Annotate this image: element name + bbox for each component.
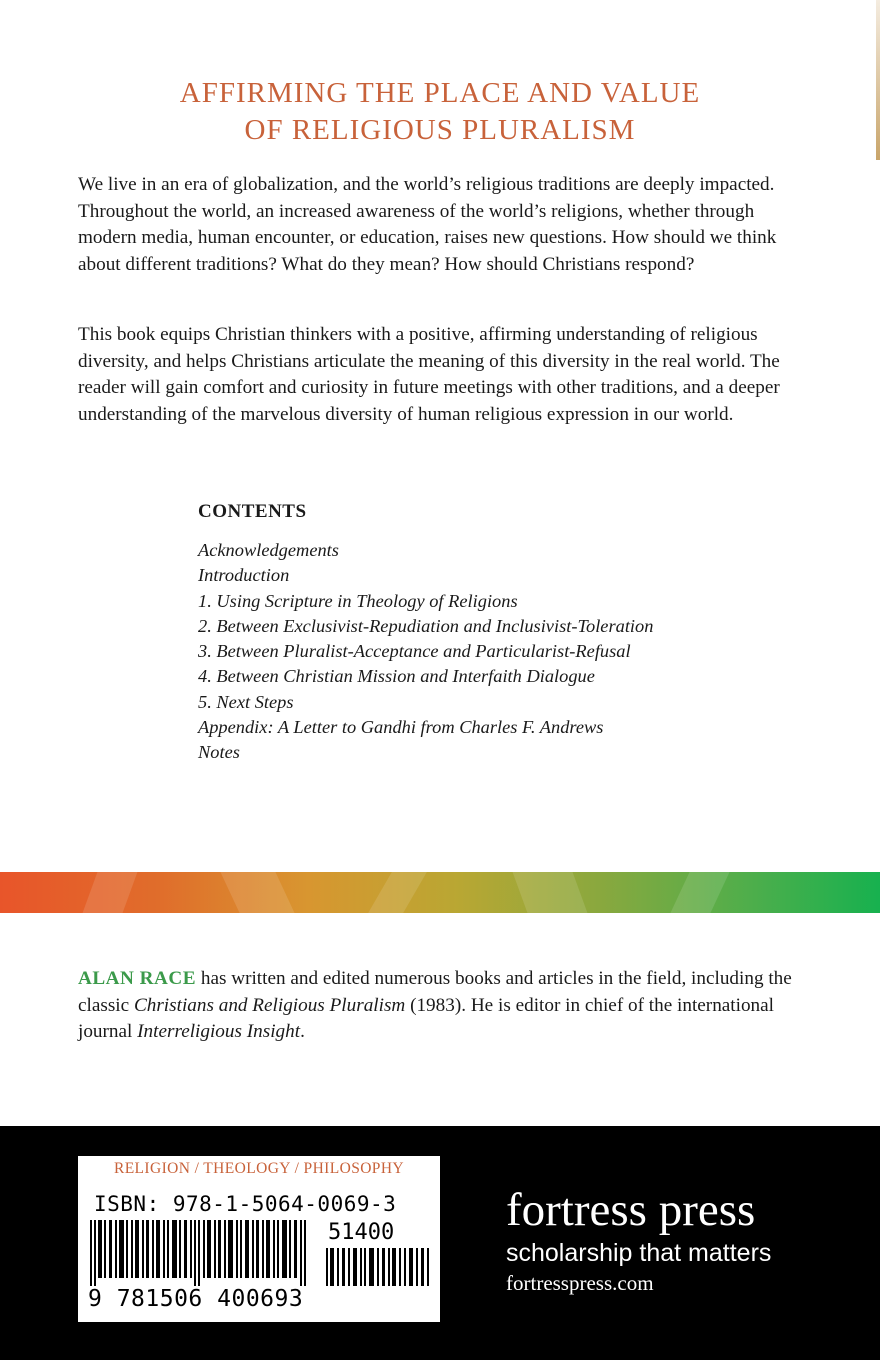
bio-text: . [300,1021,305,1042]
isbn-number: ISBN: 978-1-5064-0069-3 [94,1192,397,1216]
contents-list [198,538,818,766]
publisher-block [506,1184,771,1296]
back-cover-headline [0,75,880,149]
publisher-url: fortresspress.com [506,1271,654,1295]
contents-item: 5. Next Steps [198,691,294,712]
ean-barcode [90,1220,320,1286]
ean-digits: 9 781506 400693 [88,1286,304,1312]
description-paragraph-1: We live in an era of globalization, and the world’s religious traditions are deeply impacted. Throughout the world, an increased awareness of the world’s religions, whether through modern media, human encounter, or education, raises new questions. How should we think about different traditions? What do they mean? How should Christians respond? [78,174,777,275]
headline-line-1: AFFIRMING THE PLACE AND VALUE [179,77,701,109]
publisher-tagline: scholarship that matters [506,1239,772,1267]
contents-item: 3. Between Pluralist-Acceptance and Particularist-Refusal [198,641,631,662]
description-paragraph-2: This book equips Christian thinkers with a positive, affirming understanding of religious diversity, and helps Christians articulate the meaning of this diversity in the real world. The reader will gain comfort and curiosity in future meetings with other traditions, and a deeper understanding of the marvelous diversity of human religious expression in our world. [78,324,780,425]
contents-item: Introduction [198,565,290,586]
bio-text: (1983). He is editor in chief of the international journal [78,994,774,1042]
contents-item: 2. Between Exclusivist-Repudiation and Inclusivist-Toleration [198,615,654,636]
publisher-footer [0,1126,880,1360]
bio-text: has written and edited numerous books and articles in the field, including the classic [78,968,792,1016]
publisher-name: fortress press [506,1184,756,1236]
headline-line-2: OF RELIGIOUS PLURALISM [244,114,636,146]
color-stripe-banner [0,872,880,913]
barcode-panel [78,1156,440,1322]
contents-item: Acknowledgements [198,540,339,560]
book-title: Christians and Religious Pluralism [133,994,406,1016]
price-code: 51400 [328,1220,395,1245]
contents-item: 1. Using Scripture in Theology of Religions [198,590,518,611]
contents-item: Notes [198,742,240,763]
journal-title: Interreligious Insight [137,1021,301,1042]
category-label: RELIGION / THEOLOGY / PHILOSOPHY [113,1160,405,1177]
contents-item: Appendix: A Letter to Gandhi from Charles F. Andrews [198,717,604,738]
author-bio [78,966,818,1046]
contents-item: 4. Between Christian Mission and Interfaith Dialogue [198,666,595,687]
table-of-contents [198,499,818,766]
price-barcode [326,1248,430,1286]
author-name: ALAN RACE [78,968,197,989]
contents-heading: CONTENTS [198,501,307,522]
